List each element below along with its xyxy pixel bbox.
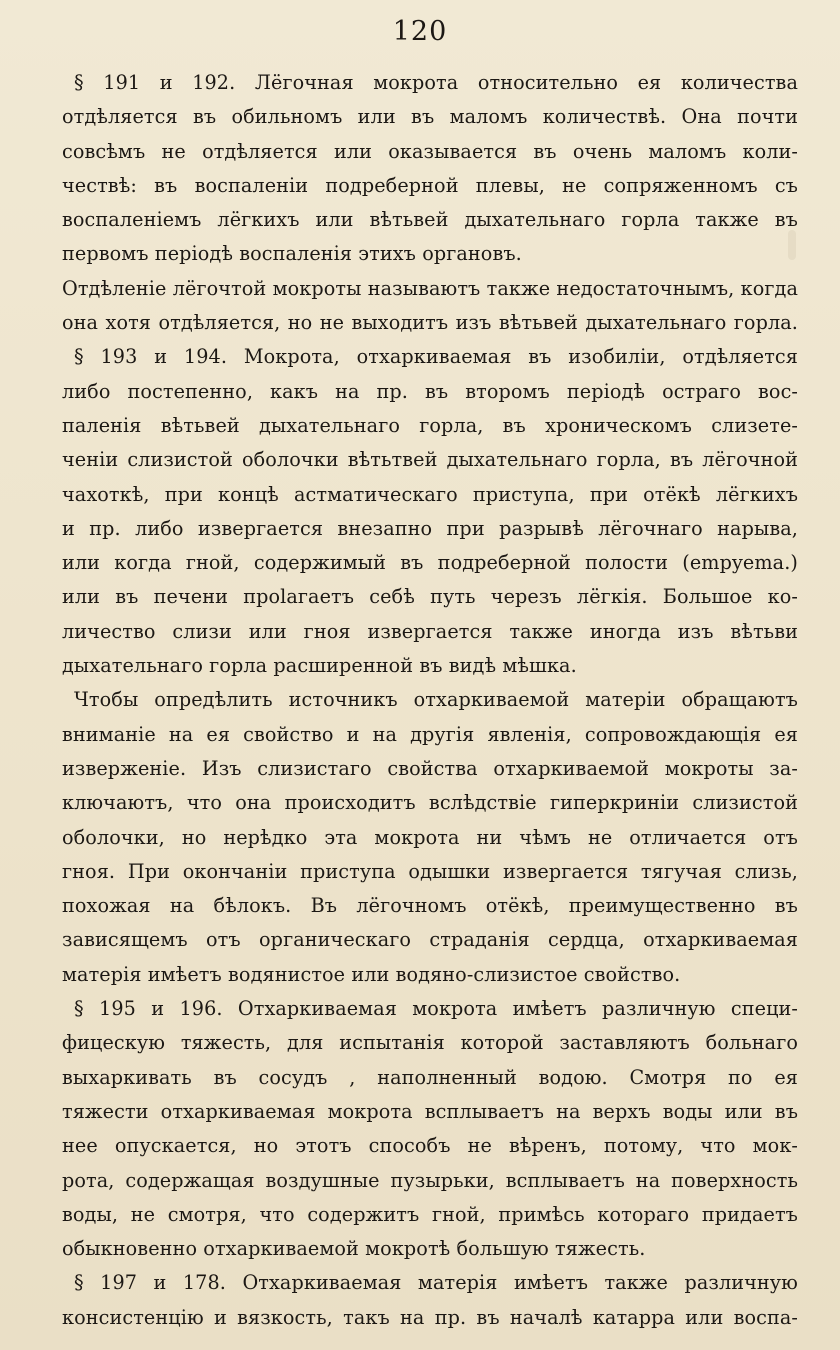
text-line: либо постепенно, какъ на пр. въ второмъ періодѣ остраго вос- <box>62 379 798 403</box>
text-line: обыкновенно отхаркиваемой мокротѣ большую тяжесть. <box>62 1237 646 1261</box>
text-line: выхаркивать въ сосудъ , наполненный водою. Смотря по ея <box>62 1065 798 1089</box>
text-line: отдѣляется въ обильномъ или въ маломъ количествѣ. Она почти <box>62 105 798 129</box>
text-line: чествѣ: въ воспаленіи подреберной плевы, не сопряженномъ съ <box>62 173 798 197</box>
text-line: дыхательнаго горла расширенной въ видѣ мѣшка. <box>62 654 577 678</box>
text-line: или въ печени прolaгаетъ себѣ путь черезъ лёгкія. Большое ко- <box>62 585 798 609</box>
text-line: изверженіе. Изъ слизистаго свойства отхаркиваемой мокроты за- <box>62 756 798 780</box>
text-line: личество слизи или гноя извергается также иногда изъ вѣтьви <box>62 619 798 643</box>
text-line: совсѣмъ не отдѣляется или оказывается въ очень маломъ коли- <box>62 139 798 163</box>
text-line: § 197 и 178. Отхаркиваемая матерія имѣетъ также различную <box>74 1271 798 1295</box>
text-line: ключаютъ, что она происходитъ вслѣдствіе гиперкриніи слизистой <box>62 791 798 815</box>
text-line: она хотя отдѣляется, но не выходитъ изъ вѣтьвей дыхательнаго горла. <box>62 311 798 335</box>
text-line: паленія вѣтьвей дыхательнаго горла, въ хроническомъ слизете- <box>62 413 798 437</box>
text-line: § 193 и 194. Мокрота, отхаркиваемая въ изобиліи, отдѣляется <box>74 345 798 369</box>
text-line: тяжести отхаркиваемая мокрота всплываетъ на верхъ воды или въ <box>62 1099 798 1123</box>
text-line: или когда гной, содержимый въ подреберной полости (empyema.) <box>62 551 798 575</box>
text-line: похожая на бѣлокъ. Въ лёгочномъ отёкѣ, преимущественно въ <box>62 894 798 918</box>
text-line: Отдѣленіе лёгочтой мокроты называютъ также недостаточнымъ, когда <box>62 276 798 300</box>
text-line: гноя. При окончаніи приступа одышки извергается тягучая слизь, <box>62 859 798 883</box>
text-line: Чтобы опредѣлить источникъ отхаркиваемой матеріи обращаютъ <box>74 688 798 712</box>
text-line: оболочки, но нерѣдко эта мокрота ни чѣмъ не отличается отъ <box>62 825 798 849</box>
text-line: и пр. либо извергается внезапно при разрывѣ лёгочнаго нарыва, <box>62 516 798 540</box>
text-line: первомъ періодѣ воспаленія этихъ органовъ. <box>62 242 522 266</box>
text-line: нее опускается, но этотъ способъ не вѣренъ, потому, что мок- <box>62 1134 798 1158</box>
text-line: матерія имѣетъ водянистое или водяно-слизистое свойство. <box>62 962 681 986</box>
page-text <box>62 66 798 1335</box>
text-line: воды, не смотря, что содержитъ гной, примѣсь котораго придаетъ <box>62 1202 798 1226</box>
text-line: § 195 и 196. Отхаркиваемая мокрота имѣетъ различную специ- <box>74 997 798 1021</box>
text-line: фицескую тяжесть, для испытанія которой заставляютъ больнаго <box>62 1031 798 1055</box>
page-number: 120 <box>392 16 448 47</box>
text-line: консистенцію и вязкость, такъ на пр. въ началѣ катарра или воспа- <box>62 1305 798 1329</box>
text-line: ченіи слизистой оболочки вѣтьтвей дыхательнаго горла, въ лёгочной <box>62 448 798 472</box>
text-line: § 191 и 192. Лёгочная мокрота относительно ея количества <box>74 71 798 94</box>
text-line: зависящемъ отъ органическаго страданія сердца, отхаркиваемая <box>62 928 798 952</box>
text-line: вниманіе на ея свойство и на другія явленія, сопровождающія ея <box>62 722 798 746</box>
text-line: рота, содержащая воздушные пузырьки, всплываетъ на поверхность <box>62 1168 798 1192</box>
text-line: чахоткѣ, при концѣ астматическаго приступа, при отёкѣ лёгкихъ <box>62 482 798 506</box>
text-line: воспаленіемъ лёгкихъ или вѣтьвей дыхательнаго горла также въ <box>62 208 798 232</box>
